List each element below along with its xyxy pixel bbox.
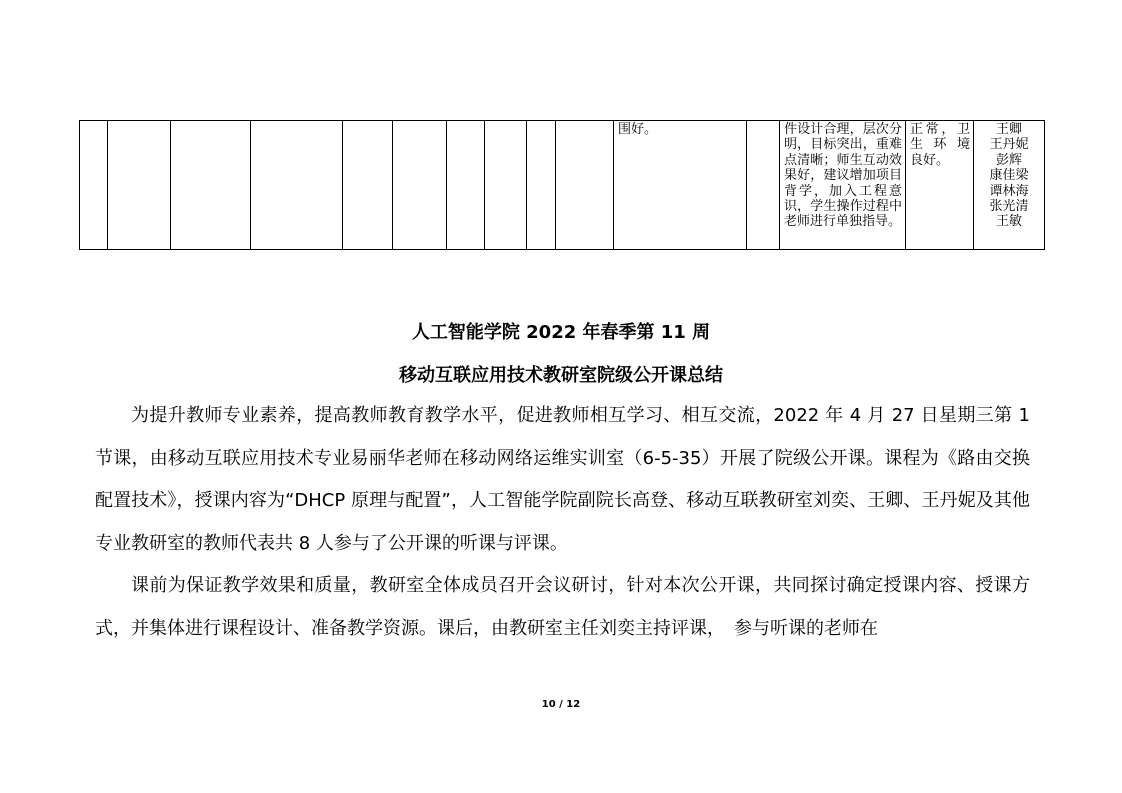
body-paragraph-1-container: [95, 395, 1030, 565]
table-cell: [393, 121, 447, 250]
table-cell: [527, 121, 556, 250]
cell-text-evaluation: 件设计合理，层次分明，目标突出，重难点清晰；师生互动效果好，建议增加项目背学，加入工程意识，学生操作过程中老师进行单独指导。: [784, 122, 902, 230]
table-row: [80, 121, 1045, 250]
evaluation-table-continuation: [79, 120, 1045, 250]
table-cell: [108, 121, 171, 250]
body-paragraph: 课前为保证教学效果和质量，教研室全体成员召开会议研讨，针对本次公开课，共同探讨确定授课内容、授课方式，并集体进行课程设计、准备教学资源。课后，由教研室主任刘奕主持评课， 参与听课的老师在: [95, 575, 1030, 639]
page-number: 10 / 12: [541, 699, 581, 710]
table-cell: [80, 121, 108, 250]
document-title-line1: 人工智能学院 2022 年春季第 11 周: [411, 322, 711, 343]
cell-text-process: 围好。: [618, 122, 658, 137]
table-cell: [556, 121, 614, 250]
document-title-line2: 移动互联应用技术教研室院级公开课总结: [399, 365, 723, 386]
cell-text-environment: 正常，卫生 环 境良好。: [910, 122, 970, 168]
cell-text-participants: 王卿 王丹妮 彭辉 康佳梁 谭林海 张光清 王敏: [989, 122, 1029, 230]
table-cell: [485, 121, 527, 250]
table-cell: [614, 121, 747, 250]
table-cell: [343, 121, 393, 250]
table-cell: [171, 121, 251, 250]
table-cell: [780, 121, 906, 250]
table-cell: [251, 121, 343, 250]
body-paragraph: 为提升教师专业素养，提高教师教育教学水平，促进教师相互学习、相互交流，2022 年 4 月 27 日星期三第 1 节课，由移动互联应用技术专业易丽华老师在移动网络运维实训室（6-5-35）开展了院级公开课。课程为《路由交换配置技术》，授课内容为“DHCP 原理与配置”，人工智能学院副院长高登、移动互联教研室刘奕、王卿、王丹妮及其他专业教研室的教师代表共 8 人参与了公开课的听课与评课。: [95, 405, 1030, 554]
table-cell: [747, 121, 780, 250]
table-cell: [974, 121, 1045, 250]
table-cell: [906, 121, 974, 250]
table-cell: [447, 121, 485, 250]
body-paragraph-2-container: [95, 565, 1030, 650]
